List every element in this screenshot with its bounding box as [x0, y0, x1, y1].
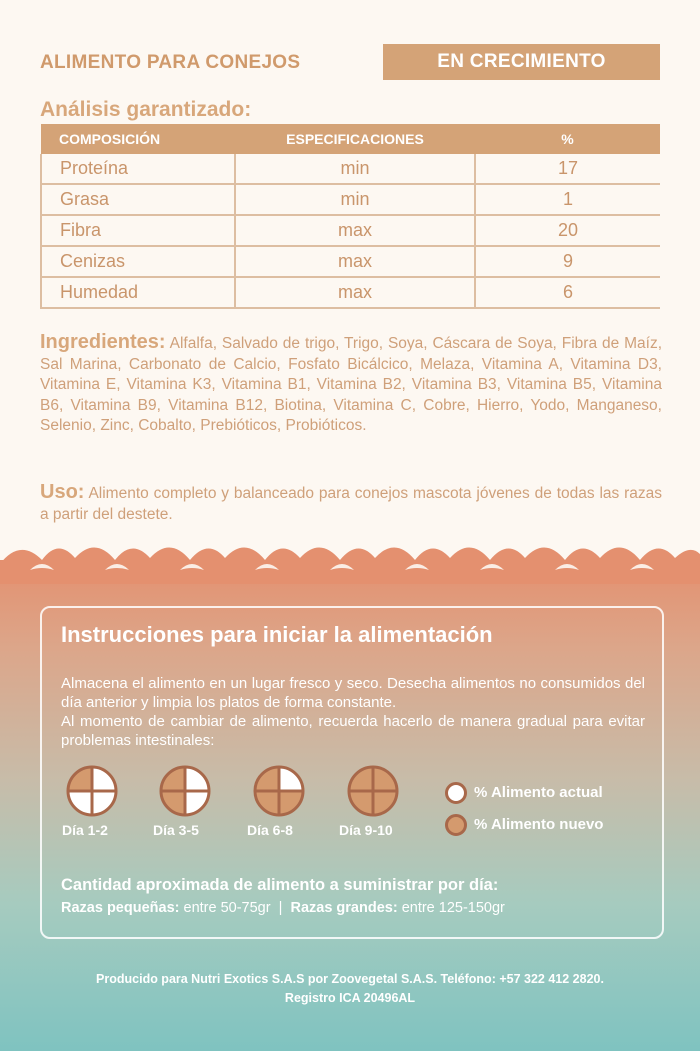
pie-day-3-5-icon [159, 765, 211, 817]
step-label: Día 3-5 [153, 822, 199, 838]
pie-day-9-10-icon [347, 765, 399, 817]
nutrient-name: Fibra [41, 215, 235, 246]
table-row [41, 246, 660, 277]
table-row [41, 277, 660, 308]
table-row [41, 184, 660, 215]
column-header: COMPOSICIÓN [41, 124, 235, 154]
product-title: ALIMENTO PARA CONEJOS [40, 52, 301, 73]
nutrient-spec: max [235, 277, 475, 308]
small-breeds-label: Razas pequeñas: [61, 900, 180, 916]
nutrient-spec: min [235, 184, 475, 215]
ingredients-label: Ingredientes: [40, 331, 166, 353]
table-row [41, 215, 660, 246]
instructions-text-storage: Almacena el alimento en un lugar fresco y seco. Desecha alimentos no consumidos del día anterior y limpia los platos de forma constante. [61, 675, 645, 711]
instructions-title: Instrucciones para iniciar la alimentación [61, 622, 493, 647]
nutrient-name: Humedad [41, 277, 235, 308]
nutrient-percent: 1 [475, 184, 660, 215]
nutrient-name: Proteína [41, 154, 235, 184]
nutrient-percent: 17 [475, 154, 660, 184]
analysis-table [40, 124, 660, 309]
pie-day-1-2-icon [66, 765, 118, 817]
nutrient-spec: min [235, 154, 475, 184]
column-header: ESPECIFICACIONES [235, 124, 475, 154]
breed-quantities [61, 900, 505, 916]
nutrient-name: Grasa [41, 184, 235, 215]
analysis-title: Análisis garantizado: [40, 98, 252, 121]
nutrient-spec: max [235, 215, 475, 246]
step-label: Día 9-10 [339, 822, 393, 838]
large-breeds-value: entre 125-150gr [401, 900, 505, 916]
nutrient-percent: 9 [475, 246, 660, 277]
table-header-row [41, 124, 660, 154]
ingredients-paragraph [40, 332, 662, 437]
nutrient-name: Cenizas [41, 246, 235, 277]
new-food-dot-icon [445, 814, 467, 836]
quantity-title: Cantidad aproximada de alimento a suministrar por día: [61, 876, 499, 894]
legend-new-label: % Alimento nuevo [474, 816, 604, 833]
column-header: % [475, 124, 660, 154]
footer-producer: Producido para Nutri Exotics S.A.S por Zoovegetal S.A.S. Teléfono: +57 322 412 2820. [96, 972, 604, 986]
pie-day-6-8-icon [253, 765, 305, 817]
footer-registration: Registro ICA 20496AL [284, 991, 416, 1005]
small-breeds-value: entre 50-75gr [183, 900, 271, 916]
step-label: Día 6-8 [247, 822, 293, 838]
footer [0, 970, 700, 1008]
large-breeds-label: Razas grandes: [290, 900, 398, 916]
usage-label: Uso: [40, 481, 85, 503]
instructions-card [40, 606, 664, 939]
usage-text: Alimento completo y balanceado para conejos mascota jóvenes de todas las razas a partir del destete. [40, 485, 662, 523]
nutrient-spec: max [235, 246, 475, 277]
usage-paragraph [40, 482, 662, 525]
step-label: Día 1-2 [62, 822, 108, 838]
separator: | [278, 900, 283, 916]
instructions-text [61, 674, 645, 750]
legend-current-label: % Alimento actual [474, 784, 603, 801]
ingredients-text: Alfalfa, Salvado de trigo, Trigo, Soya, Cáscara de Soya, Fibra de Maíz, Sal Marina, Carbonato de Calcio, Fosfato Bicálcico, Melaza, Vitamina A, Vitamina D3, Vitamina E, Vitamina K3, Vitamina B1, Vitamina B2, Vitamina B3, Vitamina B5, Vitamina B6, Vitamina B9, Vitamina B12, Biotina, Vitamina C, Cobre, Hierro, Yodo, Manganeso, Selenio, Zinc, Cobalto, Prebióticos, Probióticos. [40, 335, 662, 435]
table-row [41, 154, 660, 184]
instructions-text-transition: Al momento de cambiar de alimento, recuerda hacerlo de manera gradual para evitar problemas intestinales: [61, 713, 645, 749]
nutrient-percent: 20 [475, 215, 660, 246]
decorative-leaf-border [0, 534, 700, 584]
current-food-dot-icon [445, 782, 467, 804]
stage-badge: EN CRECIMIENTO [383, 44, 660, 80]
nutrient-percent: 6 [475, 277, 660, 308]
